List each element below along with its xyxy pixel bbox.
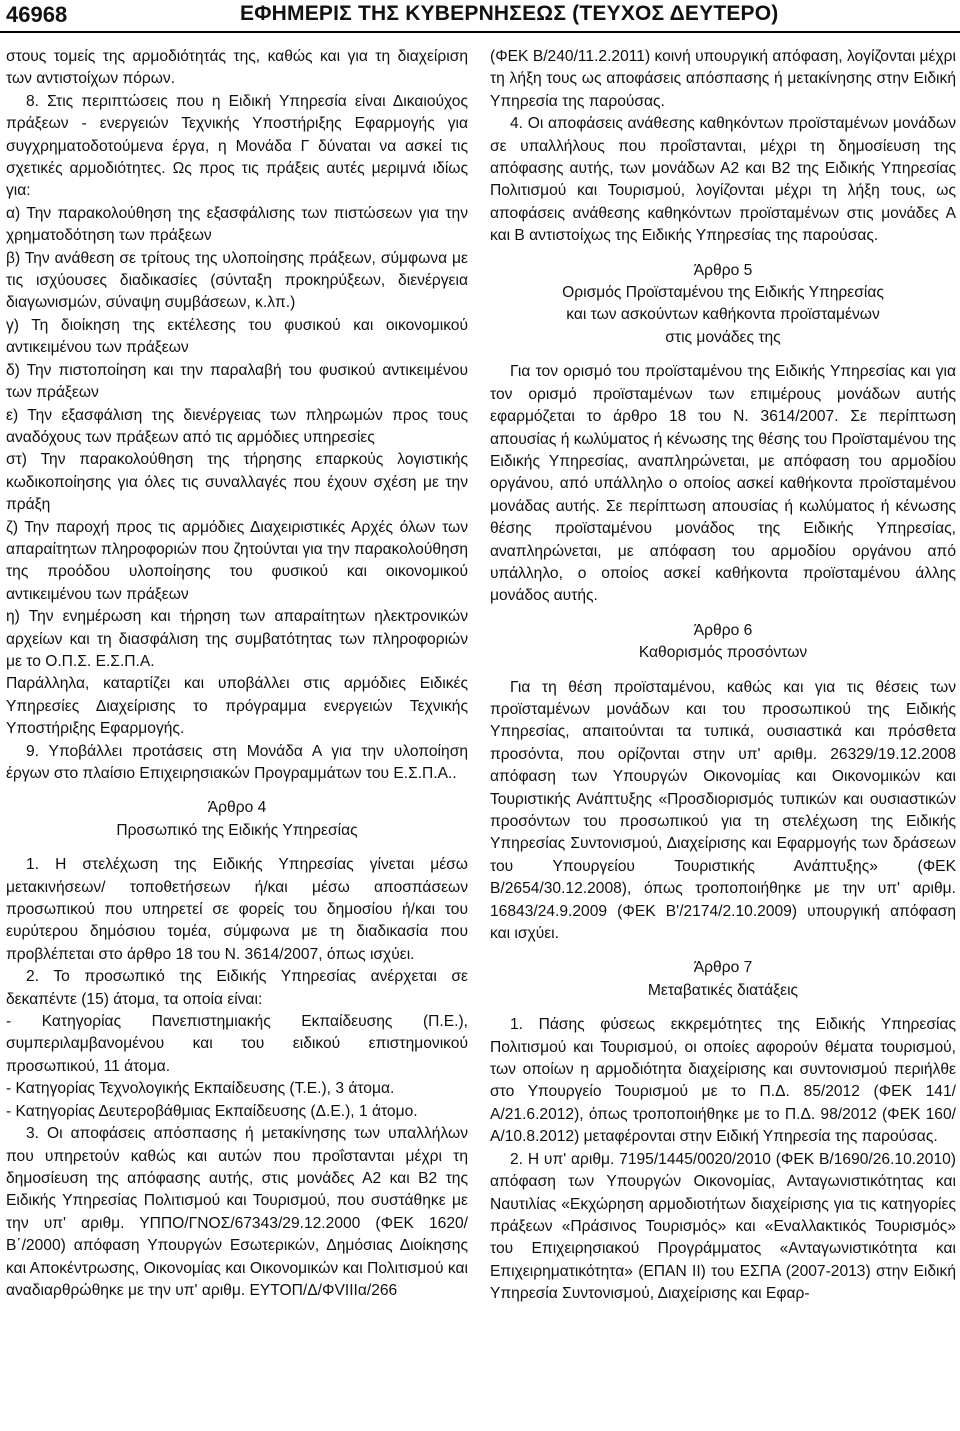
list-item: - Κατηγορίας Δευτεροβάθμιας Εκπαίδευσης (Δ.Ε.), 1 άτομο. [6,1102,418,1120]
page-header [0,0,960,34]
list-item: δ) Την πιστοποίηση και την παραλαβή του φυσικού αντικειμένου των πράξεων [6,361,468,402]
list-item: - Κατηγορίας Πανεπιστημιακής Εκπαίδευσης (Π.Ε.), συμπεριλαμβανομένου και του ειδικού επιστημονικού προσωπικού, 11 άτομα. [6,1013,468,1075]
list-item: ε) Την εξασφάλιση της διενέργειας των πληρωμών προς τους αναδόχους των πράξεων από τις αρμόδιες υπηρεσίες [6,406,468,446]
paragraph: 4. Οι αποφάσεις ανάθεσης καθηκόντων προϊσταμένων μονάδων σε υπαλλήλους που προΐστανται, μέχρι τη δημοσίευση της απόφασης αυτής, των μονάδων Α2 και Β2 της Ειδικής Υπηρεσίας Πολιτισμού και Τουρισμού, λογίζονται μέχρι τη λήξη τους, ως αποφάσεις ανάθεσης καθηκόντων προϊσταμένων στις μονάδες Α και Β αντιστοίχως της Ειδικής Υπηρεσίας της παρούσας. [490,115,956,245]
paragraph: Παράλληλα, καταρτίζει και υποβάλλει στις αρμόδιες Ειδικές Υπηρεσίες Διαχείρισης το πρόγραμμα ενεργειών Τεχνικής Υποστήριξης Εφαρμογής. [6,675,468,738]
list-item: β) Την ανάθεση σε τρίτους της υλοποίησης πράξεων, σύμφωνα με τις ισχύουσες διαδικασίες (σύνταξη προκηρύξεων, διενέργεια διαγωνισμών, σύναψη συμβάσεων, κ.λπ.) [6,249,468,312]
paragraph: στους τομείς της αρμοδιότητάς της, καθώς και για τη διαχείριση των αντιστοίχων πόρων. [6,48,468,88]
list-item: η) Την ενημέρωση και τήρηση των απαραίτητων ηλεκτρονικών αρχείων και τη διασφάλιση της συμβατότητας των πληροφοριών με το Ο.Π.Σ. Ε.Σ.Π.Α. [6,608,468,670]
list-item: στ) Την παρακολούθηση της τήρησης επαρκούς λογιστικής κωδικοποίησης για όλες τις συναλλαγές που έχουν σχέση με την πράξη [6,451,468,514]
paragraph: 9. Υποβάλλει προτάσεις στη Μονάδα Α για την υλοποίηση έργων στο πλαίσιο Επιχειρησιακών Προγραμμάτων του Ε.Σ.Π.Α.. [6,742,468,782]
paragraph: Για τον ορισμό του προϊσταμένου της Ειδικής Υπηρεσίας και για τον ορισμό προϊσταμένων των επιμέρους μονάδων αυτής εφαρμόζεται το άρθρο 18 του Ν. 3614/2007. Σε περίπτωση απουσίας ή κωλύματος ή κένωσης της θέσης του Προϊσταμένου της Ειδικής Υπηρεσίας, αναπληρώνεται, με απόφαση του αρμοδίου οργάνου, από υπάλληλο ο οποίος ασκεί καθήκοντα προϊσταμένου μονάδας αυτής. Σε περίπτωση απουσίας ή κωλύματος ή κένωσης θέσης προϊσταμένου μονάδος της Ειδικής Υπηρεσίας, αναπληρώνεται, με απόφαση του αρμοδίου οργάνου από υπάλληλο, ο οποίος ασκεί καθήκοντα προϊσταμένου άλλης μονάδος αυτής. [490,363,956,605]
paragraph: 3. Οι αποφάσεις απόσπασης ή μετακίνησης των υπαλλήλων που υπηρετούν καθώς και αυτών που προΐστανται μέχρι τη δημοσίευση της απόφασης αυτής, στις μονάδες Α2 και Β2 της Ειδικής Υπηρεσίας Πολιτισμού και Τουρισμού, που συστάθηκε με την υπ' αριθμ. ΥΠΠΟ/ΓΝΟΣ/67343/29.12.2000 (ΦΕΚ 1620/Β΄/2000) απόφαση Υπουργών Εσωτερικών, Δημόσιας Διοίκησης και Αποκέντρωσης, Οικονομίας και Οικονομικών και Πολιτισμού και αναδιαρθρώθηκε με την υπ' αριθμ. ΕΥΤΟΠ/Δ/ΦVIIIα/266 [6,1125,468,1299]
article-heading: Άρθρο 4 [207,799,267,817]
article-heading: Άρθρο 6 [693,621,753,639]
article-heading: Άρθρο 7 [693,959,753,977]
article-heading: Άρθρο 5 [693,261,753,279]
paragraph: 1. Πάσης φύσεως εκκρεμότητες της Ειδικής Υπηρεσίας Πολιτισμού και Τουρισμού, οι οποίες αφορούν θέματα τουρισμού, των οποίων η αρμοδιότητα διαχείρισης και συντονισμού περιήλθε στο Υπουργείο Τουρισμού με το Π.Δ. 85/2012 (ΦΕΚ 141/Α/21.6.2012), όπως τροποποιήθηκε με το Π.Δ. 98/2012 (ΦΕΚ 160/Α/10.8.2012) μεταφέρονται στην Ειδική Υπηρεσία της παρούσας. [490,1016,956,1146]
page-number: 46968 [6,2,68,27]
article-subheading: Ορισμός Προϊσταμένου της Ειδικής Υπηρεσίας [562,284,884,302]
left-column [6,46,468,1302]
paragraph: (ΦΕΚ Β/240/11.2.2011) κοινή υπουργική απόφαση, λογίζονται μέχρι τη λήξη τους ως αποφάσεις απόσπασης ή μετακίνησης στην Ειδική Υπηρεσία της παρούσας. [490,48,956,110]
paragraph: 2. Η υπ' αριθμ. 7195/1445/0020/2010 (ΦΕΚ Β/1690/26.10.2010) απόφαση των Υπουργών Οικονομίας, Ανταγωνιστικότητας και Ναυτιλίας «Εκχώρηση αρμοδιοτήτων διαχείρισης για τις κατηγορίες πράξεων «Πράσινος Τουρισμός» και «Εναλλακτικός Τουρισμός» του Επιχειρησιακού Προγράμματος «Ανταγωνιστικότητα και Επιχειρηματικότητα» (ΕΠΑΝ ΙΙ) του ΕΣΠΑ (2007-2013) στην Ειδική Υπηρεσία Συντονισμού, Διαχείρισης και Εφαρ- [490,1150,956,1303]
paragraph: 2. Το προσωπικό της Ειδικής Υπηρεσίας ανέρχεται σε δεκαπέντε (15) άτομα, τα οποία είναι: [6,968,468,1008]
article-subheading: και των ασκούντων καθήκοντα προϊσταμένων [566,306,880,324]
article-subheading: Μεταβατικές διατάξεις [647,981,799,999]
list-item: α) Την παρακολούθηση της εξασφάλισης των πιστώσεων για την χρηματοδότηση των πράξεων [6,204,468,245]
paragraph: 1. Η στελέχωση της Ειδικής Υπηρεσίας γίνεται μέσω μετακινήσεων/ τοποθετήσεων ή/και μέσω αποσπάσεων προσωπικού που υπηρετεί σε φορείς του δημοσίου ή/και του ευρύτερου δημόσιου τομέα, σύμφωνα με τη διαδικασία που προβλέπεται στο άρθρο 18 του Ν. 3614/2007, όπως ισχύει. [6,856,468,963]
list-item: - Κατηγορίας Τεχνολογικής Εκπαίδευσης (Τ.Ε.), 3 άτομα. [6,1080,395,1098]
list-item: ζ) Την παροχή προς τις αρμόδιες Διαχειριστικές Αρχές όλων των απαραίτητων πληροφοριών που ζητούνται για την παρακολούθηση της προόδου υλοποίησης του φυσικού και οικονομικού αντικειμένου των πράξεων [6,518,468,603]
paragraph: 8. Στις περιπτώσεις που η Ειδική Υπηρεσία είναι Δικαιούχος πράξεων - ενεργειών Τεχνικής Υποστήριξης Εφαρμογής για συγχρηματοδοτούμενα έργα, η Μονάδα Γ δύναται να ασκεί τις σχετικές αρμοδιότητες. Ως προς τις πράξεις αυτές μεριμνά ιδίως για: [6,92,468,200]
paragraph: Για τη θέση προϊσταμένου, καθώς και για τις θέσεις των προϊσταμένων μονάδων και του προσωπικού της Ειδικής Υπηρεσίας, απαιτούνται τα τυπικά, ουσιαστικά και πρόσθετα προσόντα, που ορίζονται στην υπ' αριθμ. 26329/19.12.2008 απόφαση των Υπουργών Οικονομίας και Οικονομικών και Τουριστικής Ανάπτυξης «Προσδιορισμός τυπικών και ουσιαστικών προσόντων του προσωπικού για τη στελέχωση της Ειδικής Υπηρεσίας Συντονισμού, Διαχείρισης και Εφαρμογής των δράσεων του Υπουργείου Τουριστικής Ανάπτυξης» (ΦΕΚ Β/2654/30.12.2008), όπως τροποποιήθηκε με την υπ' αριθμ. 16843/24.9.2009 (ΦΕΚ Β'/2174/2.10.2009) υπουργική απόφαση και ισχύει. [490,678,956,943]
article-subheading: στις μονάδες της [665,328,781,346]
list-item: γ) Τη διοίκηση της εκτέλεσης του φυσικού και οικονομικού αντικειμένου των πράξεων [6,316,468,357]
gazette-title: ΕΦΗΜΕΡΙΣ ΤΗΣ ΚΥΒΕΡΝΗΣΕΩΣ (ΤΕΥΧΟΣ ΔΕΥΤΕΡΟ) [240,2,779,25]
right-column [490,46,956,1306]
article-subheading: Καθορισμός προσόντων [638,644,808,662]
article-subheading: Προσωπικό της Ειδικής Υπηρεσίας [116,821,358,839]
header-divider [0,31,960,33]
